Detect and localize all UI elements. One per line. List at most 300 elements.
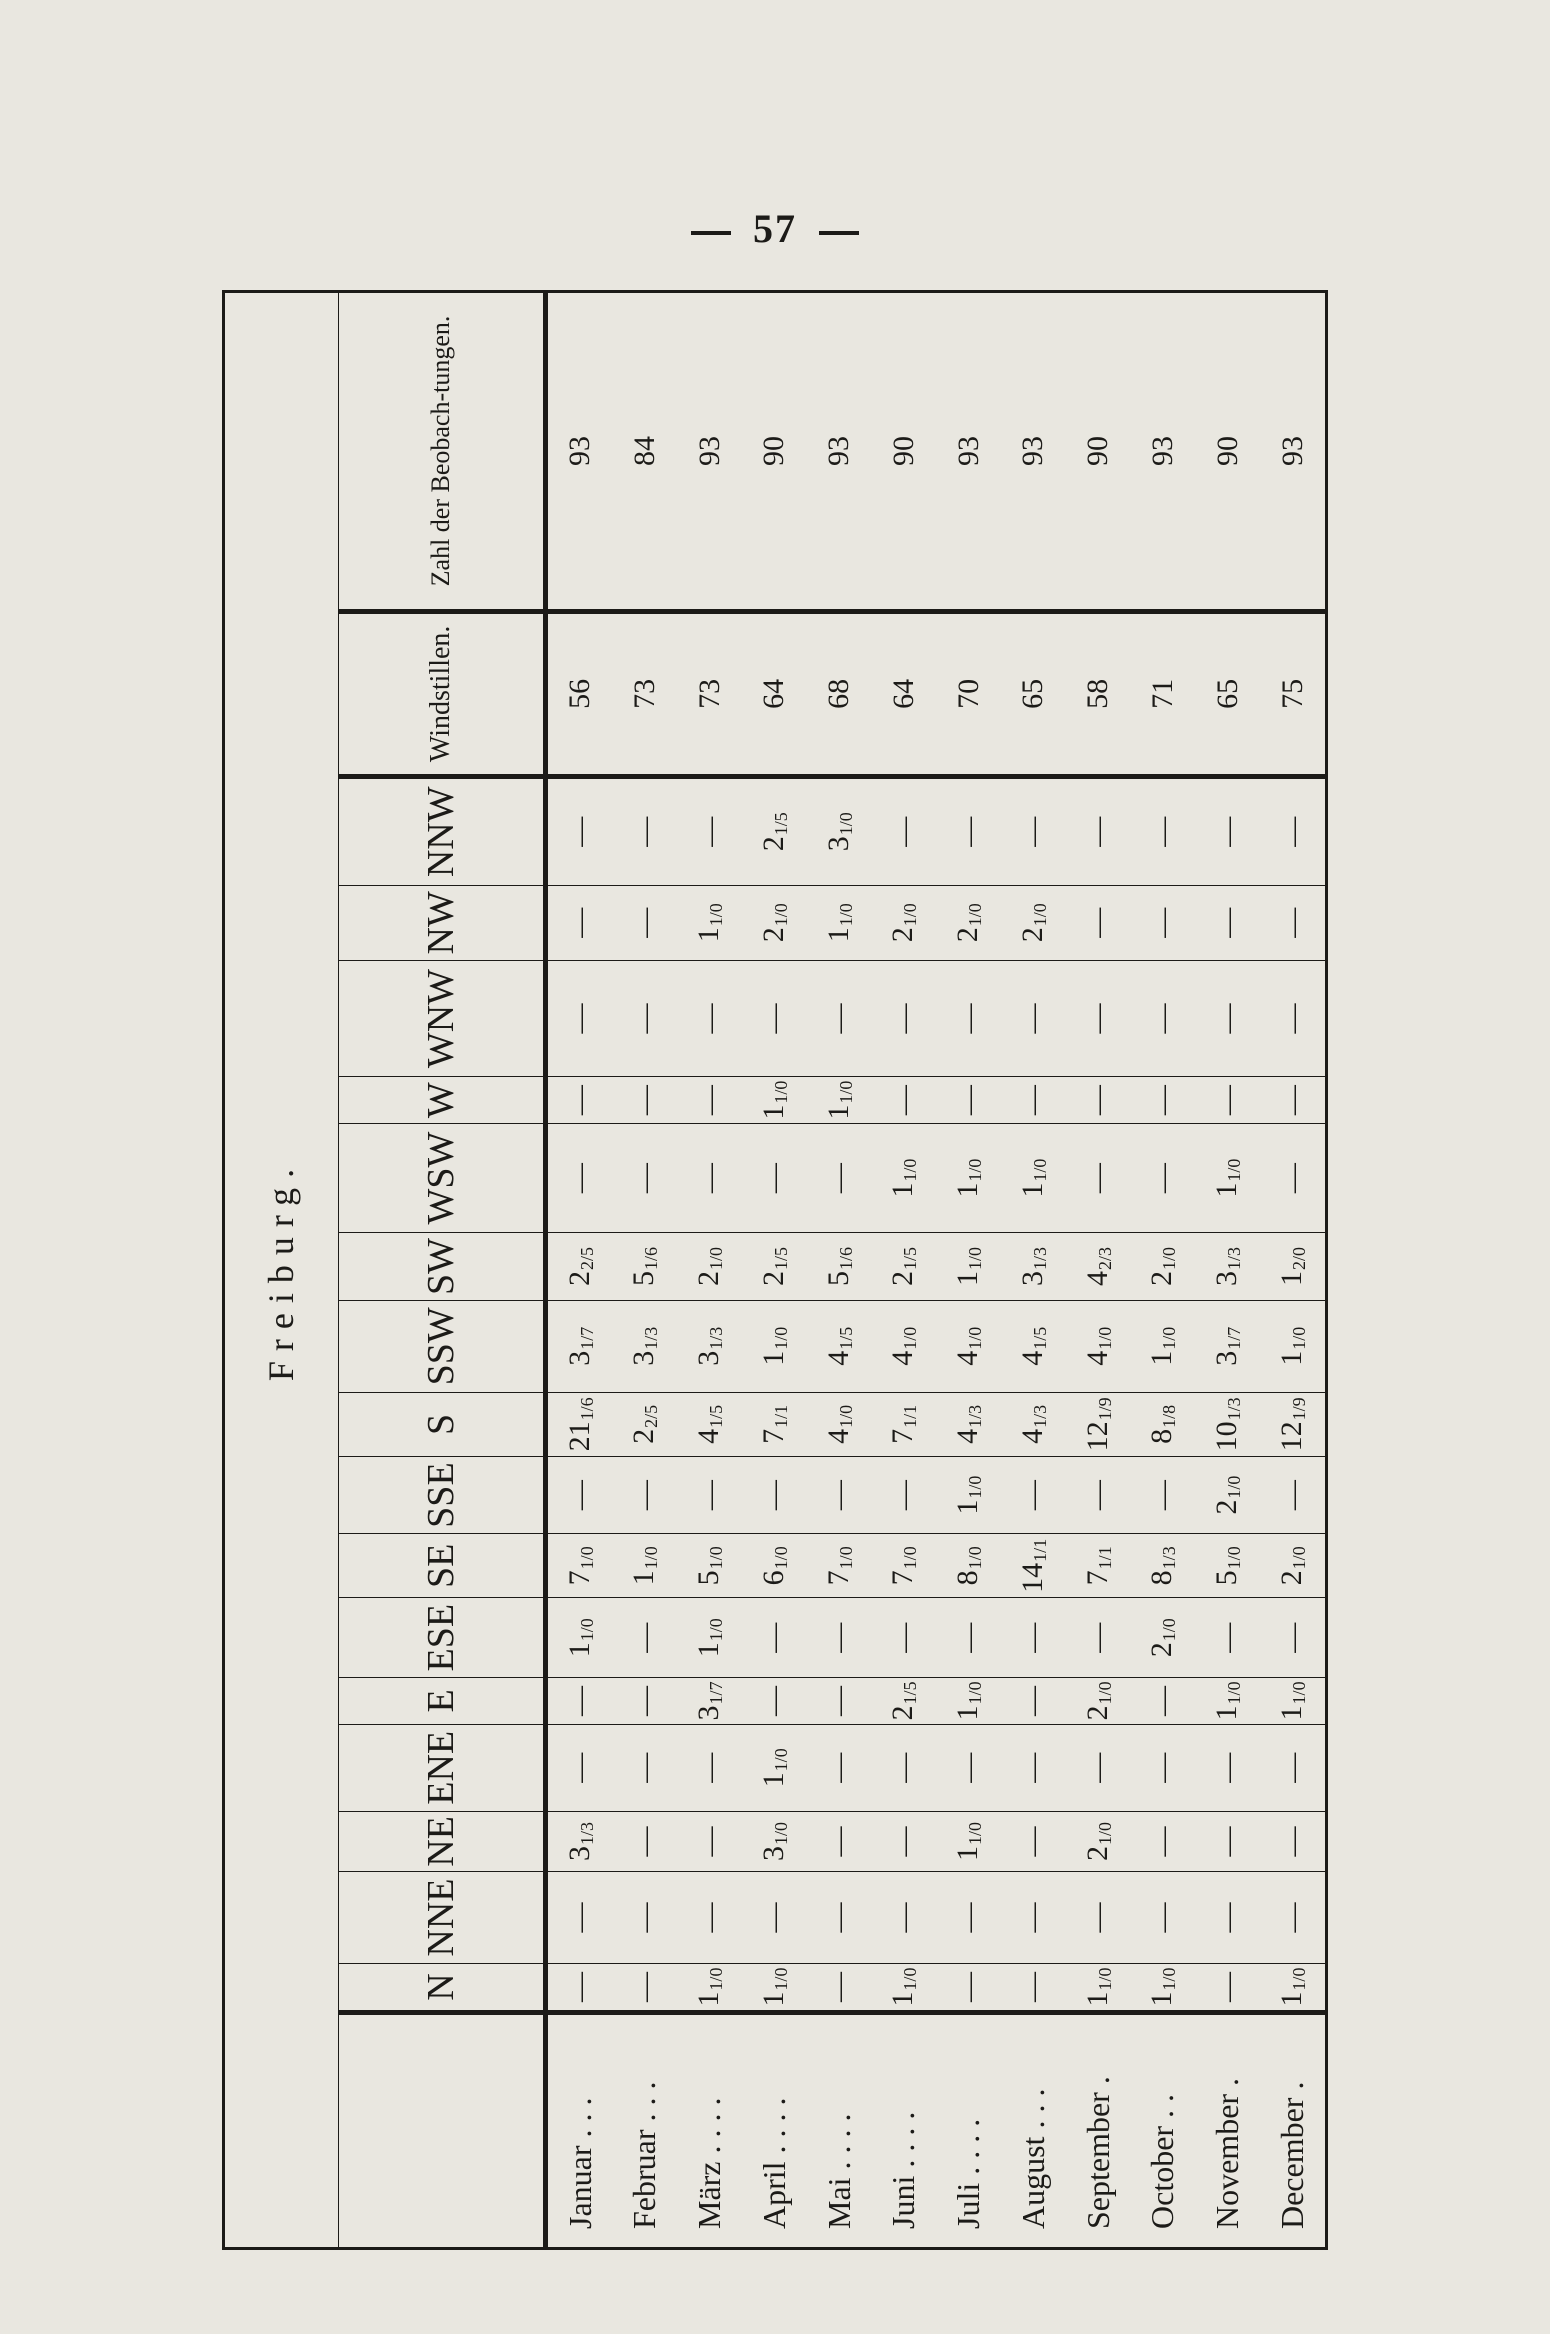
table-cell xyxy=(677,1392,742,1456)
table-cell: 93 xyxy=(807,292,872,612)
cell-main-value: 21 xyxy=(562,1421,596,1452)
cell-fraction: 1/0 xyxy=(770,1748,791,1772)
table-cell: — xyxy=(1195,1964,1260,2013)
cell-fraction: 1/6 xyxy=(641,1246,662,1270)
table-cell xyxy=(872,885,937,960)
table-cell: — xyxy=(1001,776,1066,885)
table-cell: — xyxy=(545,1724,612,1811)
table-cell xyxy=(1001,1392,1066,1456)
cell-main-value: 7 xyxy=(821,1570,855,1586)
table-cell xyxy=(742,1233,807,1301)
cell-main-value: 1 xyxy=(951,1182,985,1198)
table-cell: 93 xyxy=(1260,292,1326,612)
table-cell: — xyxy=(807,1598,872,1678)
table-cell: — xyxy=(677,1724,742,1811)
table-cell: — xyxy=(742,960,807,1077)
cell-main-value: 3 xyxy=(692,1705,726,1721)
cell-fraction: 1/0 xyxy=(1224,1681,1245,1705)
table-cell xyxy=(1066,1392,1131,1456)
table-cell: 64 xyxy=(872,611,937,776)
cell-main-value: 1 xyxy=(1015,1182,1049,1198)
table-cell: 90 xyxy=(872,292,937,612)
table-cell xyxy=(1195,1534,1260,1598)
cell-fraction: 1/6 xyxy=(835,1246,856,1270)
cell-fraction: 1/3 xyxy=(1224,1397,1245,1421)
month-label: Juli . . . . xyxy=(936,2013,1001,2249)
table-cell xyxy=(1195,1300,1260,1392)
table-cell xyxy=(613,1233,678,1301)
cell-main-value: 4 xyxy=(821,1350,855,1366)
table-cell: — xyxy=(1260,1077,1326,1124)
cell-fraction: 1/0 xyxy=(1224,1475,1245,1499)
cell-fraction: 1/0 xyxy=(1224,1158,1245,1182)
cell-fraction: 1/7 xyxy=(706,1681,727,1705)
cell-fraction: 1/0 xyxy=(965,1546,986,1570)
table-cell: 84 xyxy=(613,292,678,612)
table-cell: 71 xyxy=(1131,611,1196,776)
table-cell: 64 xyxy=(742,611,807,776)
cell-fraction: 1/0 xyxy=(835,1404,856,1428)
cell-fraction: 1/0 xyxy=(770,903,791,927)
cell-main-value: 1 xyxy=(1275,1270,1309,1286)
table-cell xyxy=(1001,1233,1066,1301)
table-cell: — xyxy=(545,1872,612,1964)
cell-fraction: 1/8 xyxy=(1159,1404,1180,1428)
table-cell xyxy=(872,1233,937,1301)
table-cell: — xyxy=(1195,1724,1260,1811)
table-cell: — xyxy=(1195,960,1260,1077)
cell-main-value: 10 xyxy=(1210,1421,1244,1452)
table-cell xyxy=(742,1964,807,2013)
cell-fraction: 1/0 xyxy=(1094,1326,1115,1350)
table-row xyxy=(936,292,1001,2249)
cell-main-value: 2 xyxy=(562,1270,596,1286)
cell-fraction: 2/3 xyxy=(1094,1246,1115,1270)
table-cell xyxy=(742,776,807,885)
cell-main-value: 8 xyxy=(951,1570,985,1586)
table-cell: — xyxy=(1260,1872,1326,1964)
cell-main-value: 14 xyxy=(1015,1562,1049,1593)
table-cell: — xyxy=(1131,1811,1196,1871)
table-cell: — xyxy=(872,960,937,1077)
table-row xyxy=(1066,292,1131,2249)
cell-fraction: 1/0 xyxy=(1159,1246,1180,1270)
table-cell: 90 xyxy=(1066,292,1131,612)
table-row xyxy=(1001,292,1066,2249)
table-cell xyxy=(807,1392,872,1456)
cell-fraction: 1/3 xyxy=(641,1326,662,1350)
header-s: S xyxy=(338,1392,545,1456)
cell-main-value: 2 xyxy=(1080,1845,1114,1861)
table-cell xyxy=(1131,1598,1196,1678)
cell-fraction: 1/1 xyxy=(1094,1546,1115,1570)
cell-fraction: 1/1 xyxy=(1029,1538,1050,1562)
cell-main-value: 5 xyxy=(821,1270,855,1286)
cell-main-value: 4 xyxy=(1080,1270,1114,1286)
cell-main-value: 7 xyxy=(1080,1570,1114,1586)
table-cell: — xyxy=(677,1077,742,1124)
cell-fraction: 1/3 xyxy=(1159,1546,1180,1570)
cell-fraction: 1/0 xyxy=(1094,1967,1115,1991)
table-cell xyxy=(1195,1456,1260,1533)
header-w: W xyxy=(338,1077,545,1124)
cell-main-value: 1 xyxy=(756,1772,790,1788)
table-cell: — xyxy=(545,776,612,885)
cell-main-value: 1 xyxy=(951,1499,985,1515)
cell-main-value: 12 xyxy=(1080,1421,1114,1452)
table-row xyxy=(677,292,742,2249)
table-cell: — xyxy=(872,1456,937,1533)
table-cell xyxy=(677,1678,742,1725)
cell-main-value: 4 xyxy=(1015,1350,1049,1366)
table-cell: 90 xyxy=(742,292,807,612)
table-cell xyxy=(1195,1233,1260,1301)
table-cell: — xyxy=(1001,1077,1066,1124)
cell-fraction: 1/0 xyxy=(1029,1158,1050,1182)
table-cell xyxy=(677,885,742,960)
table-cell: — xyxy=(545,960,612,1077)
cell-fraction: 1/5 xyxy=(770,1246,791,1270)
cell-main-value: 3 xyxy=(821,836,855,852)
cell-fraction: 1/0 xyxy=(900,1546,921,1570)
table-cell: 93 xyxy=(936,292,1001,612)
table-cell xyxy=(742,1392,807,1456)
table-cell: 56 xyxy=(545,611,612,776)
cell-fraction: 1/0 xyxy=(770,1326,791,1350)
cell-fraction: 1/0 xyxy=(576,1618,597,1642)
cell-main-value: 2 xyxy=(951,927,985,943)
table-cell: — xyxy=(613,1964,678,2013)
table-cell: — xyxy=(1260,1724,1326,1811)
header-sw: SW xyxy=(338,1233,545,1301)
month-label: Juni . . . . xyxy=(872,2013,937,2249)
cell-fraction: 1/5 xyxy=(1029,1326,1050,1350)
table-cell xyxy=(807,1077,872,1124)
table-cell: — xyxy=(613,960,678,1077)
cell-fraction: 1/7 xyxy=(576,1326,597,1350)
cell-main-value: 2 xyxy=(627,1428,661,1444)
table-cell: 58 xyxy=(1066,611,1131,776)
table-cell xyxy=(872,1964,937,2013)
cell-fraction: 1/5 xyxy=(706,1404,727,1428)
cell-fraction: 1/0 xyxy=(1289,1326,1310,1350)
cell-main-value: 1 xyxy=(756,1991,790,2007)
table-cell: — xyxy=(1260,885,1326,960)
cell-fraction: 1/0 xyxy=(576,1546,597,1570)
table-row xyxy=(1195,292,1260,2249)
table-cell xyxy=(1066,1233,1131,1301)
cell-fraction: 2/5 xyxy=(641,1404,662,1428)
page-number-value: 57 xyxy=(753,206,797,251)
cell-fraction: 1/9 xyxy=(1094,1397,1115,1421)
table-cell: — xyxy=(1066,1598,1131,1678)
cell-main-value: 1 xyxy=(692,927,726,943)
table-cell: — xyxy=(1195,1811,1260,1871)
table-cell xyxy=(545,1811,612,1871)
cell-main-value: 1 xyxy=(756,1104,790,1120)
table-cell xyxy=(545,1300,612,1392)
cell-fraction: 1/3 xyxy=(1029,1404,1050,1428)
cell-main-value: 2 xyxy=(1145,1270,1179,1286)
cell-main-value: 1 xyxy=(821,1104,855,1120)
table-cell xyxy=(742,1724,807,1811)
table-cell: — xyxy=(1131,885,1196,960)
header-sse: SSE xyxy=(338,1456,545,1533)
cell-fraction: 1/5 xyxy=(900,1246,921,1270)
header-n: N xyxy=(338,1964,545,2013)
table-cell: 93 xyxy=(1001,292,1066,612)
table-cell xyxy=(742,885,807,960)
cell-fraction: 1/0 xyxy=(965,1326,986,1350)
month-label: März . . . . xyxy=(677,2013,742,2249)
cell-main-value: 1 xyxy=(627,1570,661,1586)
cell-main-value: 2 xyxy=(1145,1642,1179,1658)
table-cell: — xyxy=(1131,1077,1196,1124)
table-cell xyxy=(936,1123,1001,1232)
cell-main-value: 1 xyxy=(1275,1350,1309,1366)
table-cell xyxy=(936,1678,1001,1725)
table-cell xyxy=(1066,1678,1131,1725)
table-cell xyxy=(936,1392,1001,1456)
table-cell: — xyxy=(677,776,742,885)
table-cell xyxy=(1260,1392,1326,1456)
cell-fraction: 1/0 xyxy=(706,903,727,927)
table-cell: — xyxy=(613,1456,678,1533)
table-cell xyxy=(872,1534,937,1598)
cell-fraction: 1/0 xyxy=(965,903,986,927)
table-cell: — xyxy=(1001,1811,1066,1871)
table-cell: — xyxy=(1131,960,1196,1077)
table-cell: — xyxy=(1195,1872,1260,1964)
table-cell: — xyxy=(807,1964,872,2013)
table-cell xyxy=(677,1964,742,2013)
cell-main-value: 3 xyxy=(756,1845,790,1861)
table-cell: — xyxy=(1066,1872,1131,1964)
table-cell: — xyxy=(1260,960,1326,1077)
table-cell: — xyxy=(1066,1456,1131,1533)
cell-main-value: 1 xyxy=(562,1642,596,1658)
table-cell: — xyxy=(1260,1811,1326,1871)
page-number xyxy=(0,205,1550,252)
table-row xyxy=(807,292,872,2249)
table-cell xyxy=(872,1678,937,1725)
table-cell xyxy=(1260,1534,1326,1598)
table-cell: — xyxy=(1001,960,1066,1077)
cell-main-value: 3 xyxy=(692,1350,726,1366)
table-cell: — xyxy=(1260,1123,1326,1232)
header-ene: ENE xyxy=(338,1724,545,1811)
table-cell: — xyxy=(936,1077,1001,1124)
table-cell xyxy=(1066,1300,1131,1392)
cell-fraction: 1/1 xyxy=(900,1404,921,1428)
table-cell: — xyxy=(807,1724,872,1811)
cell-fraction: 1/0 xyxy=(965,1475,986,1499)
cell-fraction: 1/0 xyxy=(770,1821,791,1845)
month-label: November . xyxy=(1195,2013,1260,2249)
page-number-dash-left xyxy=(691,231,731,235)
table-cell xyxy=(613,1534,678,1598)
cell-fraction: 1/0 xyxy=(1159,1967,1180,1991)
cell-fraction: 2/5 xyxy=(576,1246,597,1270)
table-cell: — xyxy=(1066,1123,1131,1232)
table-cell xyxy=(872,1123,937,1232)
table-cell xyxy=(1131,1392,1196,1456)
table-cell xyxy=(1131,1233,1196,1301)
cell-fraction: 1/0 xyxy=(1289,1546,1310,1570)
cell-fraction: 1/0 xyxy=(1159,1618,1180,1642)
table-cell: — xyxy=(613,1811,678,1871)
cell-fraction: 1/0 xyxy=(835,812,856,836)
cell-main-value: 1 xyxy=(756,1350,790,1366)
table-cell xyxy=(1260,1964,1326,2013)
cell-main-value: 2 xyxy=(692,1270,726,1286)
table-cell xyxy=(1001,1123,1066,1232)
header-nnw: NNW xyxy=(338,776,545,885)
cell-main-value: 2 xyxy=(1275,1570,1309,1586)
cell-fraction: 1/0 xyxy=(1094,1821,1115,1845)
table-cell: 65 xyxy=(1195,611,1260,776)
table-cell: — xyxy=(936,960,1001,1077)
header-zahl-beobachtungen: Zahl der Beobach-tungen. xyxy=(338,292,545,612)
cell-fraction: 1/0 xyxy=(1289,1681,1310,1705)
table-cell: — xyxy=(613,1724,678,1811)
cell-fraction: 1/6 xyxy=(576,1397,597,1421)
header-nw: NW xyxy=(338,885,545,960)
cell-fraction: 1/0 xyxy=(770,1546,791,1570)
table-cell: — xyxy=(742,1598,807,1678)
table-cell: — xyxy=(936,1872,1001,1964)
table-cell: — xyxy=(742,1456,807,1533)
cell-main-value: 2 xyxy=(886,927,920,943)
header-month-blank xyxy=(338,2013,545,2249)
table-cell: — xyxy=(1195,1077,1260,1124)
table-cell: — xyxy=(613,1678,678,1725)
table-cell xyxy=(1001,1300,1066,1392)
table-cell xyxy=(936,1233,1001,1301)
table-cell: — xyxy=(1131,1678,1196,1725)
cell-fraction: 1/5 xyxy=(835,1326,856,1350)
cell-main-value: 5 xyxy=(627,1270,661,1286)
table-cell: — xyxy=(872,1598,937,1678)
cell-fraction: 1/9 xyxy=(1289,1397,1310,1421)
table-cell xyxy=(1195,1392,1260,1456)
cell-fraction: 1/0 xyxy=(706,1546,727,1570)
table-cell: — xyxy=(1066,1077,1131,1124)
cell-main-value: 2 xyxy=(756,927,790,943)
table-cell: — xyxy=(677,1123,742,1232)
cell-main-value: 2 xyxy=(886,1705,920,1721)
table-cell: 68 xyxy=(807,611,872,776)
table-cell xyxy=(613,1300,678,1392)
cell-main-value: 1 xyxy=(1145,1991,1179,2007)
cell-fraction: 1/7 xyxy=(1224,1326,1245,1350)
page-number-dash-right xyxy=(819,231,859,235)
table-cell: — xyxy=(742,1123,807,1232)
cell-main-value: 3 xyxy=(1210,1350,1244,1366)
cell-main-value: 1 xyxy=(886,1991,920,2007)
table-cell xyxy=(1260,1300,1326,1392)
cell-main-value: 1 xyxy=(1145,1350,1179,1366)
table-cell: — xyxy=(1001,1456,1066,1533)
table-cell: — xyxy=(1195,776,1260,885)
table-cell xyxy=(936,885,1001,960)
table-cell: — xyxy=(936,1598,1001,1678)
table-cell: — xyxy=(742,1872,807,1964)
cell-main-value: 1 xyxy=(1210,1182,1244,1198)
table-cell: — xyxy=(1066,1724,1131,1811)
cell-fraction: 1/0 xyxy=(1029,903,1050,927)
table-cell xyxy=(545,1233,612,1301)
cell-main-value: 4 xyxy=(692,1428,726,1444)
table-cell: 75 xyxy=(1260,611,1326,776)
cell-fraction: 1/0 xyxy=(706,1246,727,1270)
table-cell: 93 xyxy=(1131,292,1196,612)
table-cell xyxy=(1131,1964,1196,2013)
table-cell: — xyxy=(872,776,937,885)
table-cell xyxy=(545,1598,612,1678)
cell-fraction: 1/0 xyxy=(900,1158,921,1182)
cell-main-value: 1 xyxy=(692,1642,726,1658)
cell-fraction: 1/0 xyxy=(770,1967,791,1991)
cell-main-value: 2 xyxy=(1080,1705,1114,1721)
cell-main-value: 4 xyxy=(821,1428,855,1444)
table-cell xyxy=(545,1392,612,1456)
table-cell: 73 xyxy=(613,611,678,776)
table-cell: — xyxy=(807,1811,872,1871)
table-cell: 93 xyxy=(677,292,742,612)
month-label: April . . . . xyxy=(742,2013,807,2249)
month-label: Mai . . . . xyxy=(807,2013,872,2249)
table-cell: — xyxy=(1131,1123,1196,1232)
header-ne: NE xyxy=(338,1811,545,1871)
cell-main-value: 7 xyxy=(756,1428,790,1444)
table-cell xyxy=(1001,1534,1066,1598)
table-cell xyxy=(872,1392,937,1456)
table-row xyxy=(613,292,678,2249)
table-cell: — xyxy=(545,885,612,960)
cell-main-value: 3 xyxy=(627,1350,661,1366)
cell-fraction: 1/0 xyxy=(706,1967,727,1991)
table-cell xyxy=(677,1598,742,1678)
table-cell: — xyxy=(1260,776,1326,885)
cell-fraction: 1/3 xyxy=(1029,1246,1050,1270)
table-cell xyxy=(742,1300,807,1392)
table-cell: — xyxy=(1001,1872,1066,1964)
table-title-row xyxy=(224,292,339,2249)
table-cell: — xyxy=(613,776,678,885)
table-cell: — xyxy=(677,1872,742,1964)
cell-fraction: 1/0 xyxy=(1289,1967,1310,1991)
rotated-table-container xyxy=(222,290,1328,2250)
table-cell xyxy=(1066,1964,1131,2013)
cell-main-value: 2 xyxy=(1015,927,1049,943)
cell-fraction: 1/0 xyxy=(1159,1326,1180,1350)
table-cell: — xyxy=(872,1872,937,1964)
table-cell: — xyxy=(1066,776,1131,885)
cell-fraction: 1/0 xyxy=(1094,1681,1115,1705)
month-label: October . . xyxy=(1131,2013,1196,2249)
table-cell xyxy=(1131,1300,1196,1392)
cell-main-value: 1 xyxy=(886,1182,920,1198)
table-cell: — xyxy=(1066,960,1131,1077)
table-cell xyxy=(807,1233,872,1301)
cell-main-value: 2 xyxy=(886,1270,920,1286)
cell-main-value: 2 xyxy=(756,1270,790,1286)
month-label: Februar . . . xyxy=(613,2013,678,2249)
table-cell: — xyxy=(1001,1724,1066,1811)
table-cell xyxy=(677,1534,742,1598)
table-cell: 73 xyxy=(677,611,742,776)
